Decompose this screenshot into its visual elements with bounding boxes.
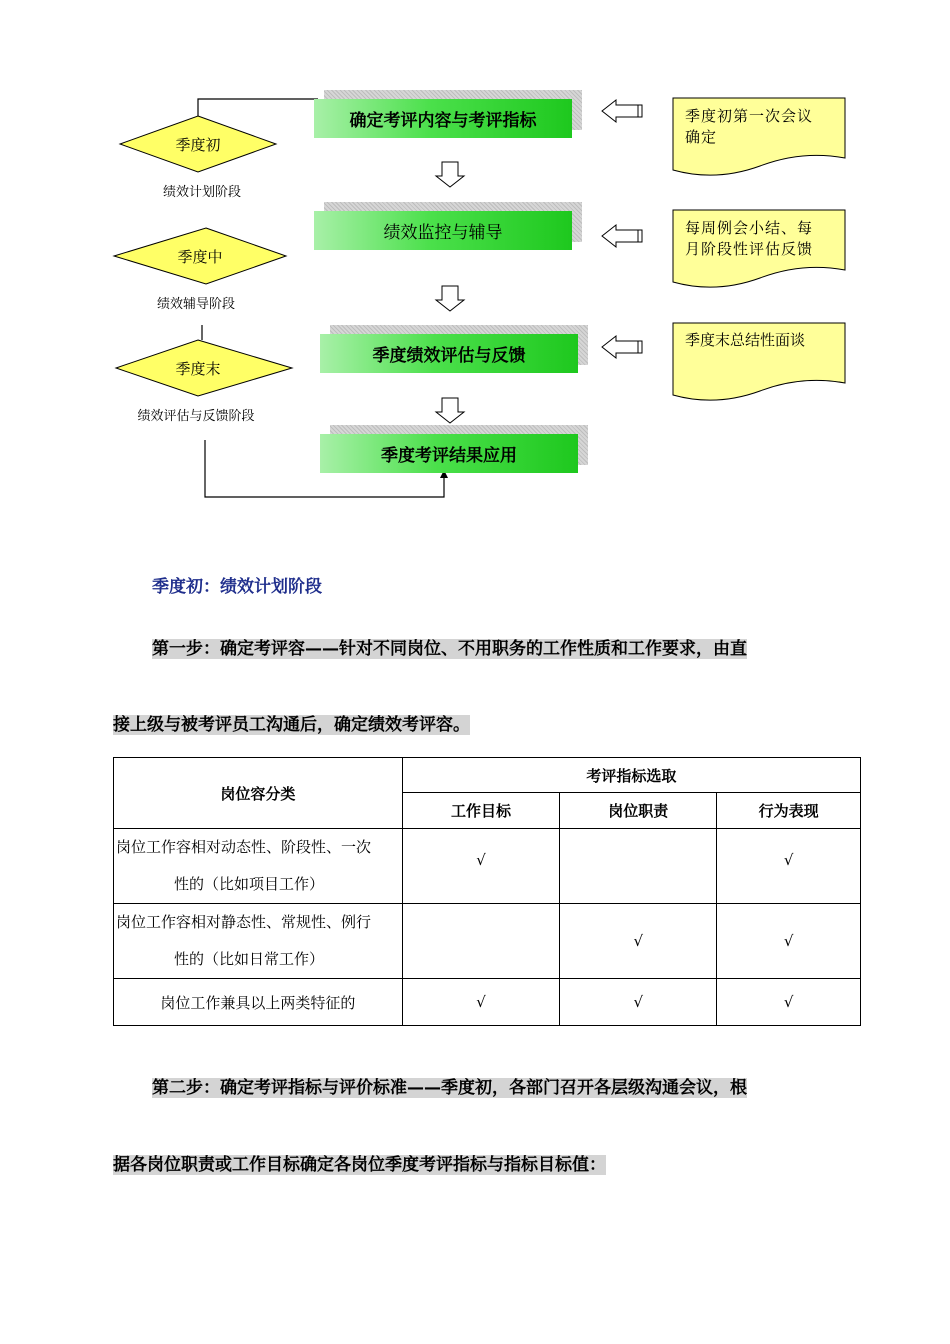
note-line: 每周例会小结、每 [685,219,814,237]
left-arrow-icon [602,225,642,247]
table-row [114,904,861,979]
diamond-label: 季度初 [175,136,221,154]
step2-line2 [113,1150,606,1175]
header-group: 考评指标选取 [402,758,860,793]
check-cell [402,904,560,979]
process-box-define-content [314,99,572,138]
header-subcol: 工作目标 [402,793,560,829]
category-line: 性的（比如项目工作） [174,875,325,893]
row-category [114,829,403,904]
stage-label: 绩效计划阶段 [162,185,241,200]
highlight-text: 据各岗位职责或工作目标确定各岗位季度考评指标与指标目标值： [113,1155,606,1175]
header-subcol: 岗位职责 [560,793,717,829]
header-category: 岗位容分类 [114,758,403,829]
step1-line1 [152,634,747,659]
note-text [685,106,841,148]
diamond-label: 季度中 [177,248,223,266]
step2-line1 [152,1073,747,1098]
table-row [114,979,861,1026]
indicator-table [113,757,861,1026]
header-subcol: 行为表现 [717,793,861,829]
left-arrow-icon [602,336,642,358]
category-line: 岗位工作容相对动态性、阶段性、一次 [116,838,372,856]
note-text [685,330,841,351]
note-line: 季度末总结性面谈 [685,331,806,349]
left-arrow-icon [602,100,642,122]
process-box-label: 确定考评内容与考评指标 [349,111,537,131]
highlight-text: 第一步：确定考评容——针对不同岗位、不用职务的工作性质和工作要求，由直 [152,639,747,659]
connector-top [198,99,318,124]
note-text [685,218,841,260]
down-arrow-icon [436,162,464,187]
stage-label: 绩效评估与反馈阶段 [137,409,255,424]
check-cell: √ [402,979,560,1026]
category-line: 性的（比如日常工作） [174,950,325,968]
row-category: 岗位工作兼具以上两类特征的 [114,979,403,1026]
check-cell: √ [717,904,861,979]
note-line: 月阶段性评估反馈 [685,240,814,258]
process-box-label: 绩效监控与辅导 [383,223,503,243]
category-line: 岗位工作容相对静态性、常规性、例行 [116,913,372,931]
check-cell: √ [717,829,861,904]
highlight-text: 第二步：确定考评指标与评价标准——季度初，各部门召开各层级沟通会议，根 [152,1078,747,1098]
section-title: 季度初：绩效计划阶段 [152,577,322,597]
process-box-evaluate [320,334,578,373]
note-line: 确定 [685,128,718,146]
diamond-label: 季度末 [175,360,221,378]
check-cell [560,829,717,904]
highlight-text: 接上级与被考评员工沟通后，确定绩效考评容。 [113,715,470,735]
check-cell: √ [402,829,560,904]
check-cell: √ [717,979,861,1026]
down-arrow-icon [436,286,464,311]
note-line: 季度初第一次会议 [685,107,814,125]
process-box-label: 季度考评结果应用 [381,446,517,466]
check-cell: √ [560,904,717,979]
process-box-apply-results [320,434,578,473]
stage-label: 绩效辅导阶段 [156,297,235,312]
process-box-monitor [314,211,572,250]
step1-line2 [113,710,470,735]
table-row [114,829,861,904]
check-cell: √ [560,979,717,1026]
process-box-label: 季度绩效评估与反馈 [372,346,526,366]
row-category [114,904,403,979]
down-arrow-icon [436,398,464,423]
